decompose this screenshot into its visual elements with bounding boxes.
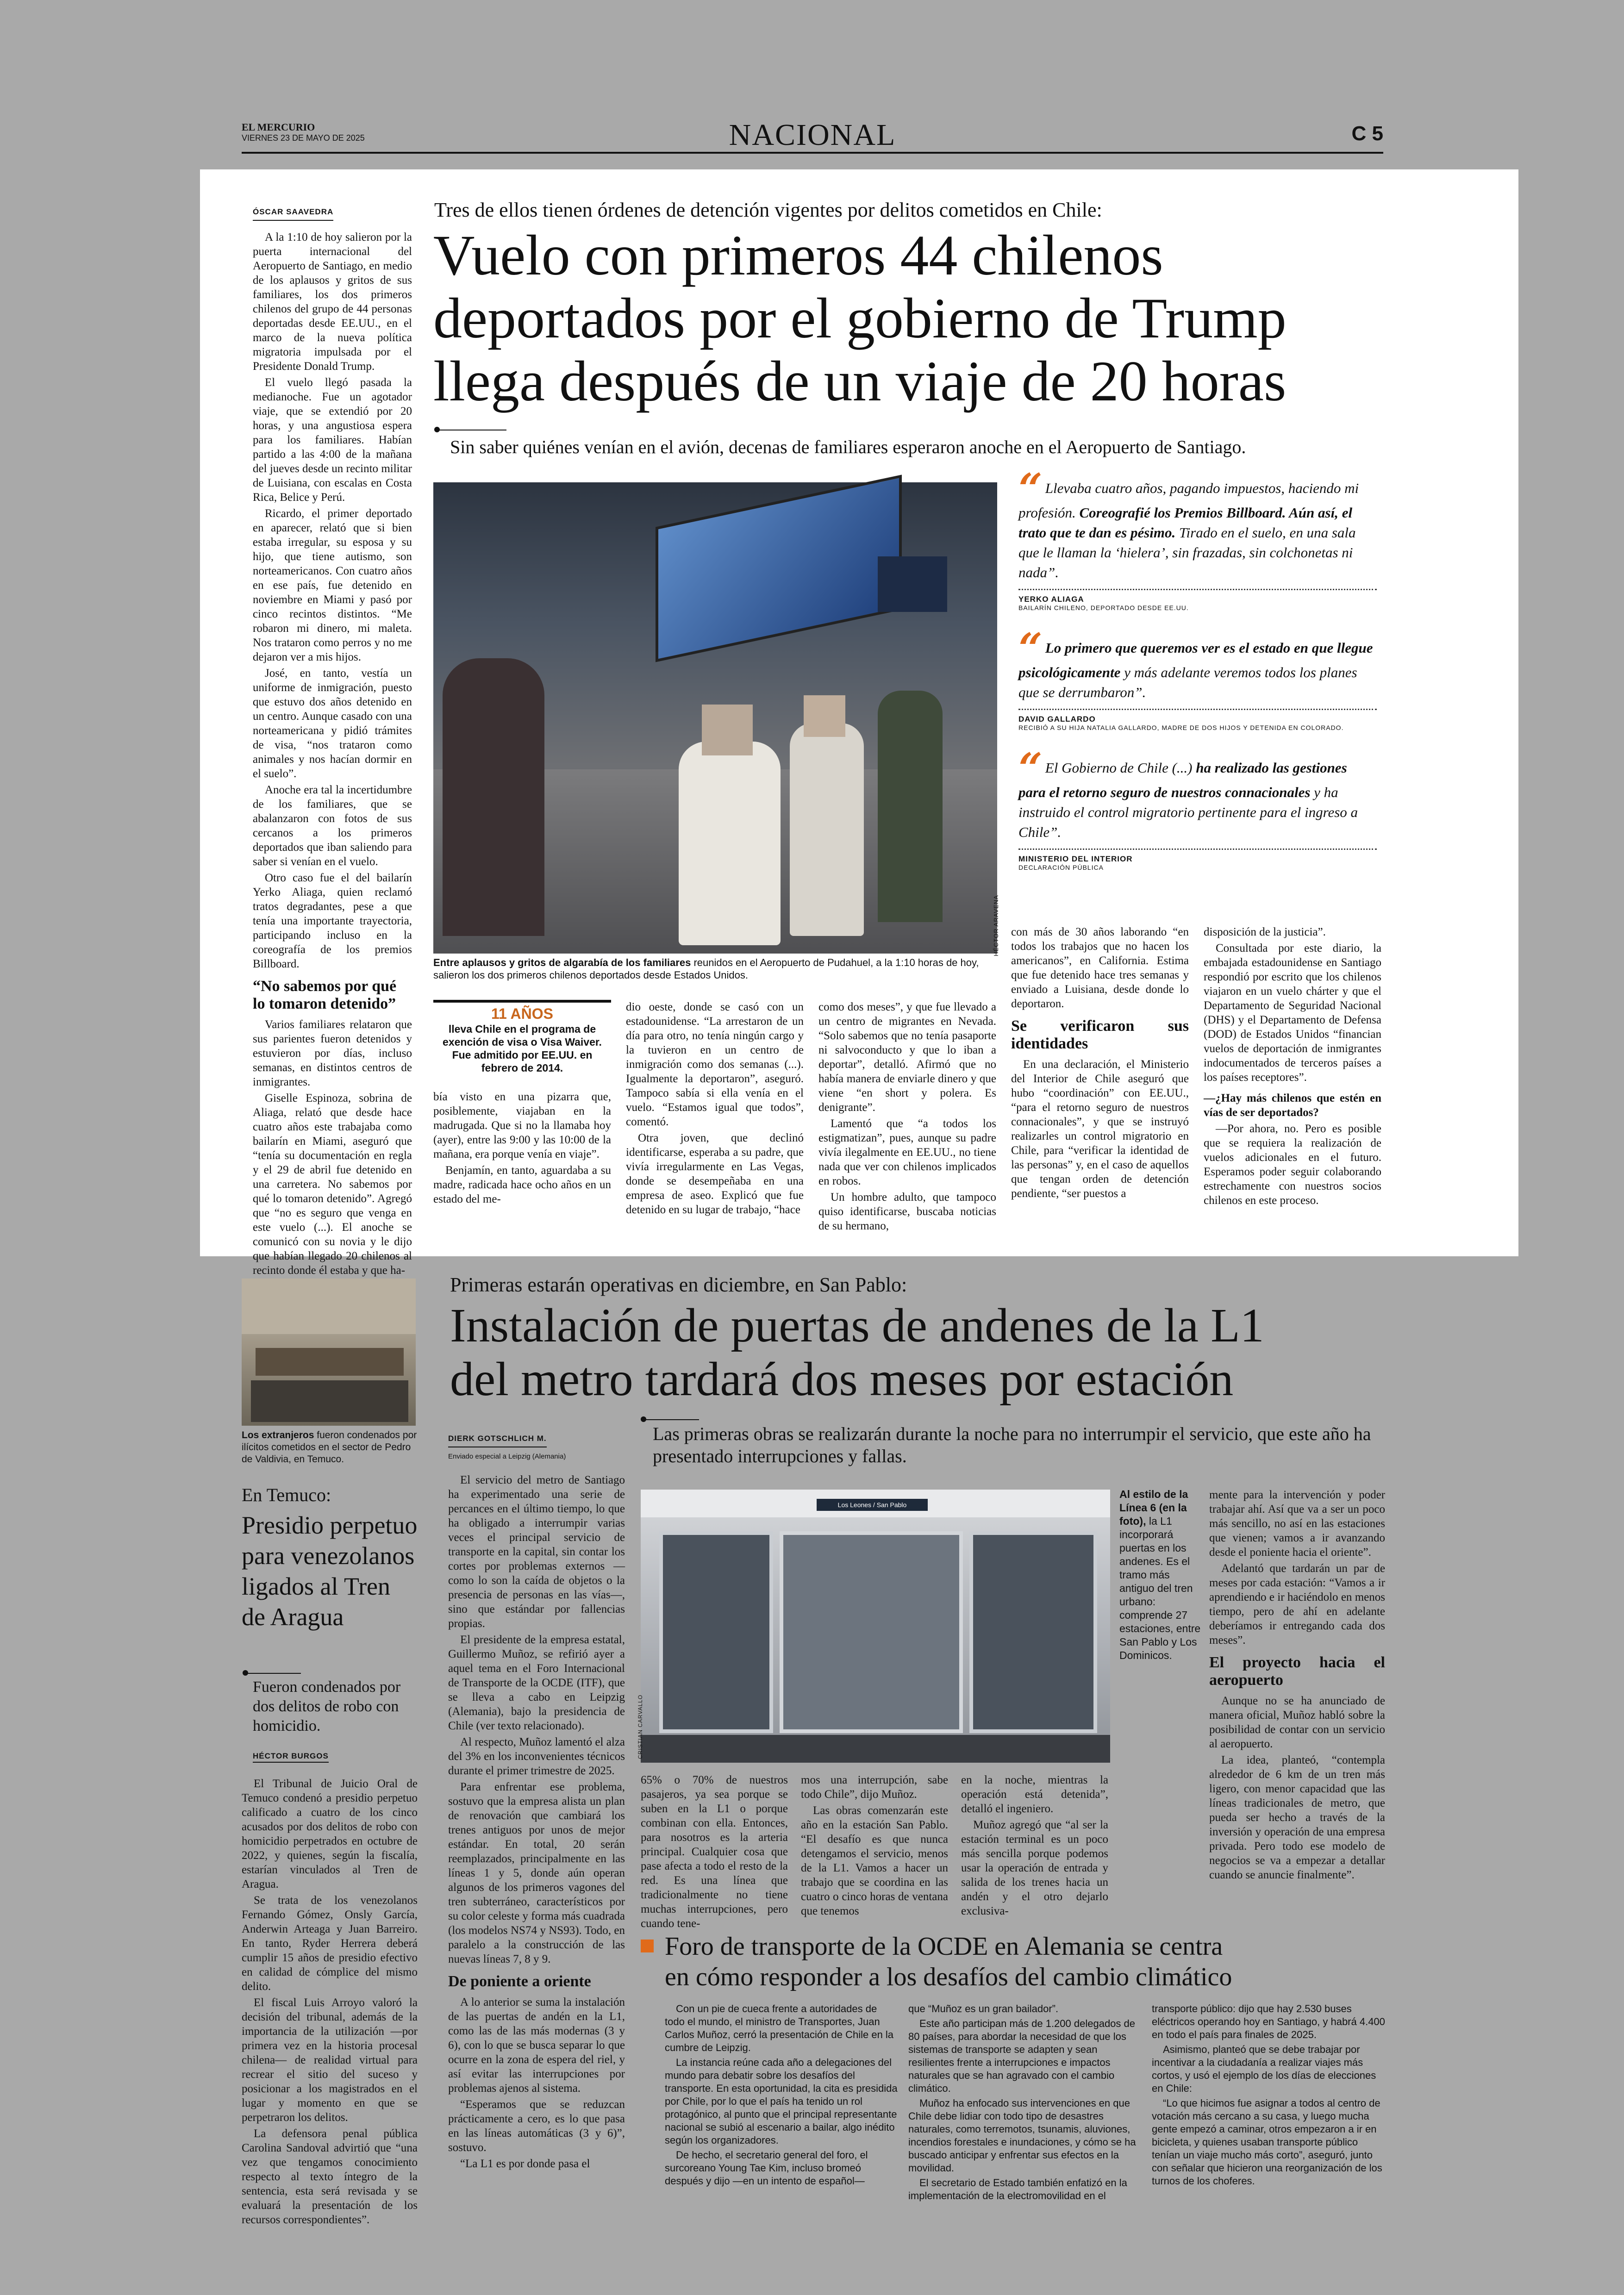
- door-left: [659, 1531, 773, 1733]
- subhead: De poniente a oriente: [448, 1973, 591, 1990]
- side-caption: Los extranjeros fueron condenados por ilícitos cometidos en el sector de Pedro de Valdivia, en Temuco.: [242, 1430, 417, 1465]
- paragraph: “La L1 es por donde pasa el: [460, 2158, 590, 2170]
- paragraph: Consultada por este diario, la embajada estadounidense en Santiago respondió por escrito que los chilenos viajaron en un vuelo chárter y que el Departamento de Seguridad Nacional (DHS) y el Departamento de Defensa (DOD) de Estados Unidos “financian vuelos de deportación de inmigrantes indocumentados de terceros países a los países receptores”.: [1204, 942, 1381, 1084]
- paragraph: Asimismo, planteó que se debe trabajar por incentivar a la ciudadanía a realizar viajes más cortos, y usó el ejemplo de los días de elecciones en Chile:: [1152, 2044, 1376, 2094]
- interview-question: —¿Hay más chilenos que estén en vías de ser deportados?: [1204, 1092, 1381, 1119]
- top-deck: Sin saber quiénes venían en el avión, decenas de familiares esperaron anoche en el Aeropuerto de Santiago.: [450, 437, 1246, 457]
- paragraph: “Esperamos que se reduzcan prácticamente a cero, es lo que pasa en las líneas automáticas (3 y 6)”, sostuvo.: [448, 2098, 625, 2154]
- paragraph: Benjamín, en tanto, aguardaba a su madre, radicada hace ocho años en un estado del me-: [433, 1164, 611, 1205]
- paragraph: Adelantó que tardarán un par de meses por cada estación: “Vamos a ir aprendiendo e ir haciéndolo en menos tiempo, pero de ahí en adelante deberíamos ir entregando cada dos meses”.: [1209, 1562, 1385, 1646]
- metro-col-b: [641, 1773, 788, 1930]
- paragraph: De hecho, el secretario general del foro, el surcoreano Young Tae Kim, incluso bromeó después y dijo —en un intento de español—: [665, 2149, 868, 2187]
- paragraph: Se trata de los venezolanos Fernando Gómez, Onsly García, Anderwin Arteaga y Juan Barreiro. En tanto, Ryder Herrera deberá cumplir 15 años de presidio efectivo en calidad de cómplice del mismo delito.: [242, 1894, 418, 1993]
- top-byline: ÓSCAR SAAVEDRA: [253, 205, 333, 221]
- quote-ministerio: “ El Gobierno de Chile (...) ha realizado las gestiones para el retorno seguro de nuestros connacionales y ha instruido el control migratorio pertinente para el ingreso a Chile”. MINISTERIO DEL INTERIOR DECLARACIÓN PÚBLICA: [1018, 755, 1377, 871]
- side-deck: Fueron condenados por dos delitos de robo con homicidio.: [253, 1678, 401, 1734]
- paragraph: A la 1:10 de hoy salieron por la puerta internacional del Aeropuerto de Santiago, en medio de los aplausos y gritos de sus familiares, los dos primeros chilenos del grupo de 44 personas deportadas desde EE.UU., en el marco de la nueva política migratoria impulsada por el Presidente Donald Trump.: [253, 231, 412, 373]
- door-right: [969, 1531, 1097, 1733]
- crowd-left: [443, 658, 544, 936]
- paragraph: El presidente de la empresa estatal, Guillermo Muñoz, se refirió ayer a aquel tema en el Foro Internacional de Transporte de la OCDE (ITF), que se lleva a cabo en Leipzig (Alemania), bajo la presidencia de Chile (ver texto relacionado).: [448, 1634, 625, 1732]
- top-col-a: [433, 1090, 611, 1242]
- metro-headline: [450, 1299, 1264, 1406]
- paragraph: con más de 30 años laborando “en todos los trabajos que no hacen los americanos”, en California. Estima que fue detenido hace tres semanas y enviado a Luisiana, desde donde lo deportaron.: [1011, 926, 1189, 1010]
- headline-line: Foro de transporte de la OCDE en Alemania se centra: [665, 1932, 1223, 1961]
- paragraph: Ricardo, el primer deportado en aparecer, relató que si bien estaba irregular, su esposa y su hijo, que tiene autismo, son norteamericanos. Con cuatro años en ese país, fue detenido en noviembre en Miami y pasó por cinco recintos distintos. “Me robaron mi dinero, mi maleta. Nos trataron como perros y no me dejaron ver a mis hijos.: [253, 507, 412, 663]
- headline-line: deportados por el gobierno de Trump: [433, 287, 1287, 350]
- ocde-headline: [665, 1931, 1232, 1992]
- section-title: NACIONAL: [729, 118, 896, 152]
- metro-photo-caption: Al estilo de la Línea 6 (en la foto), la L1 incorporará puertas en los andenes. Es el tramo más antiguo del tren urbano: comprende 27 estaciones, entre San Pablo y Los Dominicos.: [1119, 1488, 1201, 1661]
- station-sign: Los Leones / San Pablo: [817, 1499, 928, 1511]
- quote-name: YERKO ALIAGA: [1018, 595, 1084, 604]
- paragraph: Giselle Espinoza, sobrina de Aliaga, relató que desde hace cuatro años este trabajaba como bailarín en Miami, aseguró que “tenía su documentación en regla y el 29 de abril fue detenido en una carretera. No sabemos por qué lo tomaron detenido”. Agregó que “no es seguro que venga en este vuelo (...). El anoche se comunicó con su novia y le dijo que habían llegado 20 chilenos al recinto donde él estaba y que ha-: [253, 1092, 412, 1277]
- side-byline-wrap: [253, 1752, 329, 1763]
- headline-line: Vuelo con primeros 44 chilenos: [433, 224, 1163, 287]
- paragraph: Las obras comenzarán este año en la estación San Pablo. “El desafío es que nunca detengamos el servicio, menos de la L1. Vamos a hacer un trabajo que se coordina en las cuatro o cinco horas de ventana que tenemos: [801, 1804, 948, 1917]
- factbox: [433, 1000, 611, 1074]
- paragraph: Lamentó que “a todos los estigmatizan”, pues, aunque su padre vivía ilegalmente en EE.UU., no tiene nada que ver con chilenos implicados en robos.: [818, 1117, 996, 1187]
- deck-rule: [643, 1419, 699, 1420]
- top-article-panel: [200, 169, 1518, 1277]
- divider: [1018, 709, 1377, 710]
- paragraph: dio oeste, donde se casó con un estadounidense. “La arrestaron de un día para otro, no tenía ningún cargo y la tuvieron en un centro de inmigración como dos semanas (...). Igualmente la deportaron”, aseguró. Tampoco sabía si ella venía en el vuelo. “Estamos igual que todos”, comentó.: [626, 1001, 804, 1128]
- metro-kicker: Primeras estarán operativas en diciembre, en San Pablo:: [450, 1273, 907, 1296]
- airport-photo: [433, 482, 997, 954]
- metro-platform-photo: [641, 1490, 1110, 1763]
- paragraph: El vuelo llegó pasada la medianoche. Fue un agotador viaje, que se extendió por 20 horas, y una angustiosa espera para los familiares. Habían partido a las 4:00 de la mañana del jueves desde un recinto militar de Luisiana, con escalas en Costa Rica, Belice y Perú.: [253, 376, 412, 504]
- metro-col-1: [448, 1430, 625, 2259]
- metro-col-c: [801, 1773, 948, 1921]
- paragraph: Para enfrentar ese problema, sostuvo que la empresa alista un plan de renovación que cambiará los trenes antiguos por unos de mejor estándar. En total, 20 serán reemplazados, principalmente en las líneas 1 y 5, donde aún operan algunos de los primeros vagones del tren subterráneo, característicos por su color celeste y forma más cuadrada (los modelos NS74 y NS93). Todo, en paralelo a la construcción de las nuevas líneas 7, 8 y 9.: [448, 1781, 625, 1965]
- screen: [878, 556, 947, 612]
- quote-name: MINISTERIO DEL INTERIOR: [1018, 854, 1133, 863]
- quote-role: BAILARÍN CHILENO, DEPORTADO DESDE EE.UU.: [1018, 604, 1189, 611]
- paragraph: Otro caso fue el del bailarín Yerko Aliaga, quien reclamó tratos degradantes, pese a que tenía una importante trayectoria, participando incluso en la coreografía de los premios Billboard.: [253, 872, 412, 970]
- quotes-column: [1018, 464, 1377, 942]
- person-white-jacket: [679, 742, 781, 945]
- side-kicker: En Temuco:: [242, 1484, 331, 1505]
- headline-line: del metro tardará dos meses por estación: [450, 1353, 1234, 1406]
- billboard: [656, 474, 902, 662]
- metro-byline-sub: Enviado especial a Leipzig (Alemania): [448, 1453, 566, 1460]
- top-col-d: [1011, 925, 1189, 1245]
- quote-name: DAVID GALLARDO: [1018, 715, 1096, 723]
- platform-floor: [641, 1735, 1110, 1763]
- subhead: El proyecto hacia el aeropuerto: [1209, 1654, 1385, 1689]
- paragraph: Este año participan más de 1.200 delegados de 80 países, para abordar la necesidad de que los sistemas de transporte se adapten y sean resilientes frente a interrupciones e impactos naturales que se han agravado con el cambio climático.: [908, 2018, 1135, 2094]
- paragraph: El Tribunal de Juicio Oral de Temuco condenó a presidio perpetuo calificado a cuatro de los cinco acusados por dos delitos de robo con homicidio perpetrados en octubre de 2022, y quienes, según la fiscalía, estarían vinculados al Tren de Aragua.: [242, 1777, 418, 1890]
- ocde-col-1: [665, 2002, 898, 2262]
- caption-bold: Entre aplausos y gritos de algarabía de los familiares: [433, 957, 691, 968]
- officer: [878, 691, 943, 922]
- paragraph: En una declaración, el Ministerio del Interior de Chile aseguró que hubo “coordinación” con EE.UU., “para el retorno seguro de nuestros connacionales”, y que se instruyó realizarles un control migratorio en Chile, para “verificar la identidad de las personas” y, en el caso de aquellos que tengan orden de detención pendiente, “ser puestos a: [1011, 1058, 1189, 1200]
- top-kicker: Tres de ellos tienen órdenes de detención vigentes por delitos cometidos en Chile:: [434, 199, 1102, 221]
- page-header: [242, 114, 1383, 154]
- person-second: [790, 723, 864, 936]
- paragraph: El fiscal Luis Arroyo valoró la decisión del tribunal, además de la importancia de la utilización —por primera vez en la historia procesal chilena— de realidad virtual para recrear el sitio del suceso y posicionar a los magistrados en el lugar y momento en que se perpetraron los delitos.: [242, 1996, 418, 2124]
- headline-line: Instalación de puertas de andenes de la L1: [450, 1299, 1264, 1352]
- top-col-1: [253, 204, 412, 1277]
- paragraph: Varios familiares relataron que sus parientes fueron detenidos y estuvieron por días, incluso semanas, en distintos centros de inmigrantes.: [253, 1018, 412, 1088]
- quote-mark-icon: “: [1018, 744, 1043, 793]
- metro-col-e: [1209, 1488, 1385, 1900]
- top-col-c: [818, 1000, 996, 1245]
- quote-role: RECIBIÓ A SU HIJA NATALIA GALLARDO, MADRE DE DOS HIJOS Y DETENIDA EN COLORADO.: [1018, 724, 1344, 731]
- deck-bullet: [434, 427, 440, 432]
- people: [251, 1380, 408, 1422]
- side-byline: HÉCTOR BURGOS: [253, 1752, 329, 1763]
- headline-line: llega después de un viaje de 20 horas: [433, 349, 1287, 413]
- header-date: VIERNES 23 DE MAYO DE 2025: [242, 133, 365, 143]
- paragraph: mente para la intervención y poder trabajar ahí. Así que va a ser un poco más sencillo, no así en las estaciones que vienen; vamos a ir avanzando desde el poniente hacia el oriente”.: [1209, 1489, 1385, 1559]
- paragraph: disposición de la justicia”.: [1204, 926, 1326, 938]
- paragraph: Con un pie de cueca frente a autoridades de todo el mundo, el ministro de Transportes, Juan Carlos Muñoz, cerró la presentación de Chile en la cumbre de Leipzig.: [665, 2003, 894, 2053]
- subhead: “No sabemos por qué lo tomaron detenido”: [253, 978, 397, 1012]
- blurred-face: [804, 695, 845, 737]
- top-col-b: [626, 1000, 804, 1245]
- paragraph: Anoche era tal la incertidumbre de los familiares, que se abalanzaron con fotos de sus cercanos a los primeros deportados que iban saliendo para saber si venían en el vuelo.: [253, 784, 412, 868]
- paragraph: como dos meses”, y que fue llevado a un centro de migrantes en Nevada. “Solo sabemos que no tenía pasaporte ni salvoconducto y que lo iban a deportar”, detalló. Afirmó que no había manera de enviarle dinero y que viene “en short y polera. Es denigrante”.: [818, 1001, 996, 1114]
- paragraph: transporte público: dijo que hay 2.530 buses eléctricos operando hoy en Santiago, y habrá 4.400 en todo el país para finales de 2025.: [1152, 2003, 1385, 2040]
- paragraph: 65% o 70% de nuestros pasajeros, ya sea porque se suben en la L1 o porque combinan con ella. Entonces, para nosotros es la arteria principal. Cualquier cosa que pase afecta a todo el resto de la red. Es una línea que tradicionalmente no tiene muchas interrupciones, pero cuando tene-: [641, 1774, 788, 1930]
- divider: [1018, 848, 1377, 850]
- ocde-col-2: [908, 2002, 1142, 2262]
- factbox-text: lleva Chile en el programa de exención de visa o Visa Waiver. Fue admitido por EE.UU. en febrero de 2014.: [443, 1023, 602, 1074]
- paragraph: Aunque no se ha anunciado de manera oficial, Muñoz habló sobre la posibilidad de contar con un servicio al aeropuerto.: [1209, 1695, 1385, 1750]
- paragraph: Un hombre adulto, que tampoco quiso identificarse, buscaba noticias de su hermano,: [818, 1191, 996, 1232]
- paragraph: —Por ahora, no. Pero es posible que se requiera la realización de vuelos adicionales en el futuro. Esperamos poder seguir colaborando estrechamente con nuestros socios chilenos en este proceso.: [1204, 1123, 1381, 1207]
- paragraph: Muñoz agregó que “al ser la estación terminal es un poco más sencilla porque podemos usar la operación de entrada y salida de los trenes hacia un andén y el otro dejarlo exclusiva-: [961, 1819, 1108, 1917]
- quote-mark-icon: “: [1018, 624, 1043, 673]
- wall: [242, 1278, 416, 1334]
- headline-line: en cómo responder a los desafíos del cambio climático: [665, 1963, 1232, 1991]
- door-center: [780, 1531, 963, 1733]
- factbox-title: 11 AÑOS: [491, 1005, 553, 1022]
- paragraph: Al respecto, Muñoz lamentó el alza del 3% en los inconvenientes técnicos durante el primer trimestre de 2025.: [448, 1736, 625, 1777]
- subhead: Se verificaron sus identidades: [1011, 1017, 1189, 1052]
- paragraph: Otra joven, que declinó identificarse, esperaba a su padre, que vivía irregularmente en Las Vegas, donde se desempeñaba en una empresa de aseo. Explicó que fue detenido en su lugar de trabajo, “hace: [626, 1132, 804, 1216]
- ocde-col-3: [1152, 2002, 1385, 2262]
- photo-credit: HÉCTOR ARAVENA: [993, 895, 999, 956]
- paragraph: mos una interrupción, sabe todo Chile”, dijo Muñoz.: [801, 1774, 948, 1801]
- paragraph: en la noche, mientras la operación está detenida”, detalló el ingeniero.: [961, 1774, 1108, 1815]
- top-headline: [433, 224, 1287, 413]
- page-number: C 5: [1351, 122, 1383, 145]
- paragraph: que “Muñoz es un gran bailador”.: [908, 2003, 1059, 2014]
- paragraph: José, en tanto, vestía un uniforme de inmigración, puesto que estuvo dos años detenido en un centro. Aunque casado con una norteamericana y pidió trámites de visa, “nos trataron como animales y nos hacían dormir en el suelo”.: [253, 667, 412, 780]
- paragraph: Muñoz ha enfocado sus intervenciones en que Chile debe lidiar con todo tipo de desastres naturales, como terremotos, tsunamis, aluviones, incendios forestales e inundaciones, y cómo se ha buscado anticipar y enfrentar sus efectos en la movilidad.: [908, 2097, 1136, 2174]
- metro-photo-credit: CRISTIAN CARVALLO: [637, 1694, 643, 1759]
- divider: [1018, 589, 1377, 590]
- paragraph: La idea, planteó, “contempla alrededor de 6 km de un tren más ligero, con menor capacidad que las líneas tradicionales de metro, que pueda ser hecho a través de la inversión y operación de una empresa privada. Pero todo ese modelo de negocios se va a empezar a detallar cuando se anuncie finalmente”.: [1209, 1754, 1385, 1881]
- bench: [256, 1348, 404, 1376]
- paragraph: “Lo que hicimos fue asignar a todos al centro de votación más cercano a su casa, y luego mucha gente empezó a caminar, otros empezaron a ir en bicicleta, y quienes usaban transporte público tenían un viaje mucho más corto”, aseguró, junto con señalar que hicieron una reorganización de los turnos de los choferes.: [1152, 2097, 1382, 2187]
- metro-col-d: [961, 1773, 1108, 1921]
- side-headline: Presidio perpetuo para venezolanos ligados al Tren de Aragua: [242, 1511, 418, 1631]
- metro-deck: Las primeras obras se realizarán durante la noche para no interrumpir el servicio, que este año ha presentado interrupciones y fallas.: [653, 1423, 1371, 1466]
- side-body: [242, 1777, 418, 2253]
- brand: EL MERCURIO: [242, 121, 315, 133]
- factbox-rule: [433, 1000, 611, 1003]
- caption-text: reunidos en el Aeropuerto de Pudahuel, a la 1:10 horas de hoy, salieron los dos primeros chilenos deportados desde Estados Unidos.: [433, 957, 979, 981]
- deck-rule: [245, 1673, 301, 1674]
- paragraph: El secretario de Estado también enfatizó en la implementación de la electromovilidad en el: [908, 2177, 1127, 2201]
- quote-mark-icon: “: [1018, 464, 1043, 513]
- blurred-face: [702, 705, 753, 755]
- photo-caption: [433, 956, 989, 981]
- quote-aliaga: “ Llevaba cuatro años, pagando impuestos, haciendo mi profesión. Coreografié los Premios Billboard. Aún así, el trato que te dan es pésimo. Tirado en el suelo, en una sala que le llaman la ‘hielera’, sin frazadas, sin colchonetas ni nada”. YERKO ALIAGA BAILARÍN CHILENO, DEPORTADO DESDE EE.UU.: [1018, 475, 1377, 611]
- paragraph: La instancia reúne cada año a delegaciones del mundo para debatir sobre los desafíos del transporte. En esta oportunidad, la cita es presidida por Chile, por lo que el país ha tenido un rol protagónico, al punto que el principal representante nacional se subió al escenario a bailar, algo inédito según los organizadores.: [665, 2057, 898, 2146]
- paragraph: El servicio del metro de Santiago ha experimentado una serie de percances en el último tiempo, lo que ha obligado a interrumpir varias veces el principal servicio de transporte en la capital, sin contar los cortes por problemas externos —como lo son la caída de objetos o la presencia de personas en las vías—, sino que estándar por fallencias propias.: [448, 1474, 625, 1630]
- paragraph: bía visto en una pizarra que, posiblemente, viajaban en la madrugada. Que si no la llamaba hoy (ayer), entre las 9:00 y las 10:00 de la mañana, era porque venía en viaje”.: [433, 1091, 611, 1160]
- ocde-square-icon: [641, 1940, 654, 1952]
- paragraph: A lo anterior se suma la instalación de las puertas de andén en la L1, como las de las más modernas (3 y 6), con lo que se busca separar lo que ocurre en la zona de espera del riel, y así evitar las interrupciones por problemas ajenos al sistema.: [448, 1996, 625, 2095]
- courtroom-photo: [242, 1278, 416, 1426]
- paragraph: La defensora penal pública Carolina Sandoval advirtió que “una vez que tengamos conocimiento respecto al texto íntegro de la sentencia, esta será revisada y se evaluará la presentación de los recursos correspondientes”.: [242, 2127, 418, 2226]
- metro-byline: DIERK GOTSCHLICH M.: [448, 1431, 547, 1447]
- top-col-e: [1204, 925, 1381, 1245]
- quote-role: DECLARACIÓN PÚBLICA: [1018, 864, 1104, 871]
- quote-gallardo: “ Lo primero que queremos ver es el estado en que llegue psicológicamente y más adelante veremos todos los planes que se derrumbaron”. DAVID GALLARDO RECIBIÓ A SU HIJA NATALIA GALLARDO, MADRE DE DOS HIJOS Y DETENIDA EN COLORADO.: [1018, 635, 1377, 731]
